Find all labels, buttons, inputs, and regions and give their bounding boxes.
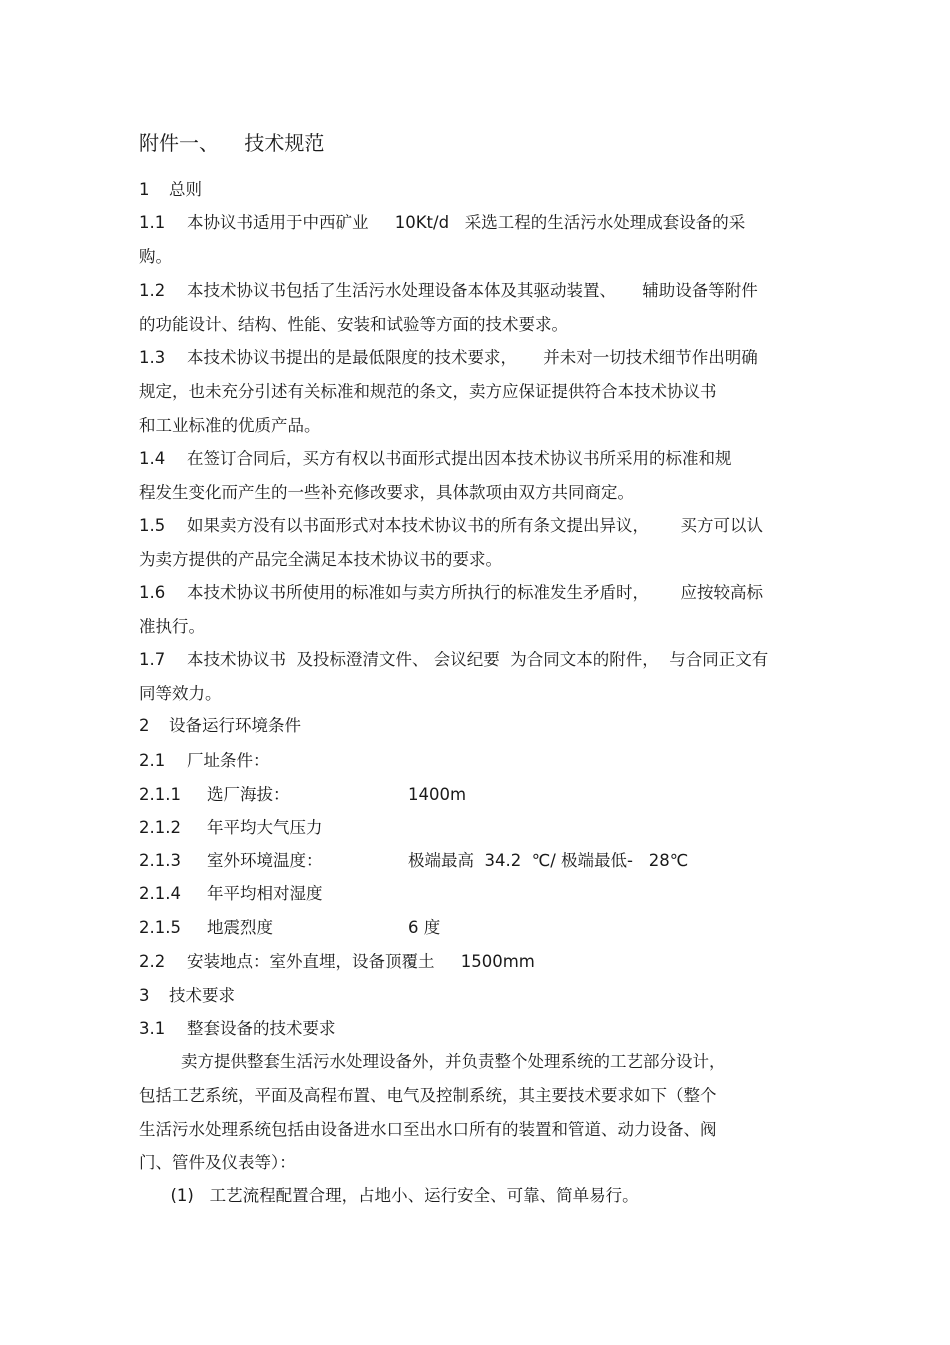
clause-text: 本技术协议书提出的是最低限度的技术要求， 并未对一切技术细节作出明确 — [187, 348, 758, 367]
clause-text: 选厂海拔： — [207, 785, 290, 804]
clause-text: 安装地点：室外直埋，设备顶覆土 1500mm — [187, 952, 535, 971]
clause-text: 的功能设计、结构、性能、安装和试验等方面的技术要求。 — [139, 315, 568, 334]
clause-number: 2.1.5 — [139, 918, 181, 937]
clause-number: 2.1.1 — [139, 785, 181, 804]
text-line — [139, 213, 745, 233]
text-line — [139, 180, 202, 200]
clause-number: 2.2 — [139, 952, 166, 971]
text-line — [139, 1186, 639, 1206]
text-line — [139, 650, 768, 670]
clause-text: 同等效力。 — [139, 684, 222, 703]
clause-value: 6 度 — [408, 918, 441, 937]
clause-number: 1.7 — [139, 650, 166, 669]
clause-number: 3 — [139, 986, 150, 1005]
clause-text: 在签订合同后，买方有权以书面形式提出因本技术协议书所采用的标准和规 — [187, 449, 732, 468]
clause-number: 2.1.4 — [139, 884, 181, 903]
clause-text: 年平均相对湿度 — [207, 884, 323, 903]
text-line — [139, 818, 323, 838]
text-line — [139, 1019, 336, 1039]
clause-text: 年平均大气压力 — [207, 818, 323, 837]
text-line — [139, 1120, 717, 1140]
text-line — [139, 785, 467, 805]
text-line — [139, 1052, 725, 1072]
clause-text: 室外环境温度： — [207, 851, 323, 870]
page-title: 附件一、 技术规范 — [139, 131, 325, 155]
text-line — [139, 751, 270, 771]
text-line — [139, 851, 689, 871]
clause-text: 规定，也未充分引述有关标准和规范的条文，卖方应保证提供符合本技术协议书 — [139, 382, 717, 401]
text-line — [139, 449, 732, 469]
clause-number: 2 — [139, 716, 150, 735]
clause-text: 程发生变化而产生的一些补充修改要求，具体款项由双方共同商定。 — [139, 483, 634, 502]
clause-number: 2.1 — [139, 751, 166, 770]
clause-text: 地震烈度 — [207, 918, 273, 937]
text-line — [139, 884, 323, 904]
clause-text: 卖方提供整套生活污水处理设备外，并负责整个处理系统的工艺部分设计， — [139, 1052, 726, 1071]
clause-text: 门、管件及仪表等）： — [139, 1153, 296, 1172]
clause-number: 1.1 — [139, 213, 166, 232]
clause-number: 3.1 — [139, 1019, 166, 1038]
clause-text: 为卖方提供的产品完全满足本技术协议书的要求。 — [139, 550, 502, 569]
clause-text: 如果卖方没有以书面形式对本技术协议书的所有条文提出异议， 买方可以认 — [187, 516, 763, 535]
text-line — [139, 348, 758, 368]
text-line — [139, 281, 758, 301]
text-line — [139, 986, 235, 1006]
clause-text: 技术要求 — [169, 986, 235, 1005]
clause-number: 1 — [139, 180, 150, 199]
clause-text: 总则 — [169, 180, 202, 199]
clause-number: 1.5 — [139, 516, 166, 535]
clause-text: 生活污水处理系统包括由设备进水口至出水口所有的装置和管道、动力设备、阀 — [139, 1120, 717, 1139]
clause-number: 2.1.3 — [139, 851, 181, 870]
clause-text: 包括工艺系统，平面及高程布置、电气及控制系统，其主要技术要求如下（整个 — [139, 1086, 717, 1105]
clause-value: 1400m — [408, 785, 467, 804]
text-line — [139, 483, 634, 503]
text-line — [139, 617, 205, 637]
clause-text: 本技术协议书 及投标澄清文件、 会议纪要 为合同文本的附件， 与合同正文有 — [187, 650, 769, 669]
text-line — [139, 716, 301, 736]
text-line — [139, 1153, 296, 1173]
text-line — [139, 516, 763, 536]
clause-text: 厂址条件： — [187, 751, 270, 770]
text-line — [139, 382, 717, 402]
clause-number: 1.3 — [139, 348, 166, 367]
text-line — [139, 583, 763, 603]
clause-number: 1.6 — [139, 583, 166, 602]
clause-text: (1) 工艺流程配置合理，占地小、运行安全、可靠、简单易行。 — [139, 1186, 639, 1205]
text-line — [139, 247, 172, 267]
text-line — [139, 416, 321, 436]
text-line — [139, 550, 502, 570]
clause-number: 1.2 — [139, 281, 166, 300]
clause-number: 2.1.2 — [139, 818, 181, 837]
text-line — [139, 918, 441, 938]
clause-text: 本技术协议书包括了生活污水处理设备本体及其驱动装置、 辅助设备等附件 — [187, 281, 758, 300]
clause-text: 本协议书适用于中西矿业 10Kt/d 采选工程的生活污水处理成套设备的采 — [187, 213, 746, 232]
text-line — [139, 952, 535, 972]
text-line — [139, 1086, 717, 1106]
clause-number: 1.4 — [139, 449, 166, 468]
text-line — [139, 684, 222, 704]
clause-text: 设备运行环境条件 — [169, 716, 301, 735]
clause-text: 本技术协议书所使用的标准如与卖方所执行的标准发生矛盾时， 应按较高标 — [187, 583, 763, 602]
clause-text: 和工业标准的优质产品。 — [139, 416, 321, 435]
text-line — [139, 315, 568, 335]
clause-value: 极端最高 34.2 ℃/ 极端最低- 28℃ — [408, 851, 689, 870]
clause-text: 整套设备的技术要求 — [187, 1019, 336, 1038]
clause-text: 购。 — [139, 247, 172, 266]
clause-text: 准执行。 — [139, 617, 205, 636]
